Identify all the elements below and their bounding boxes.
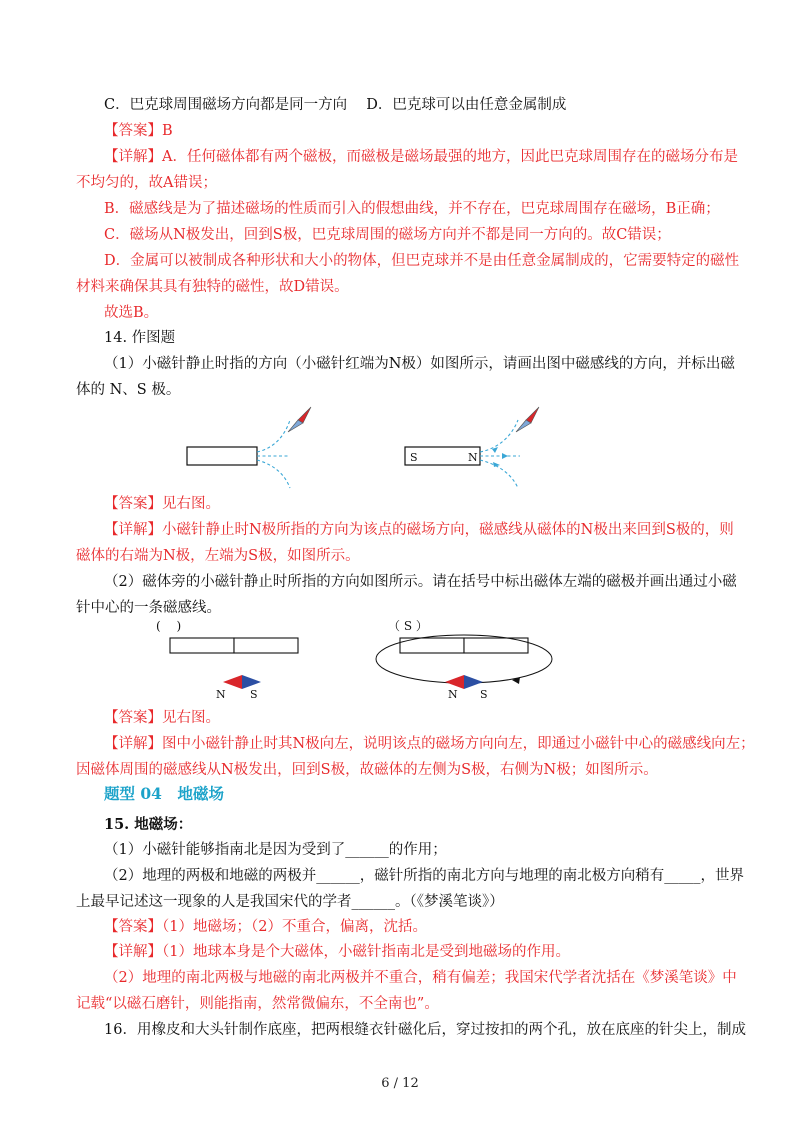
q13-options-cd: C．巴克球周围磁场方向都是同一方向 D．巴克球可以由任意金属制成	[104, 97, 567, 113]
q13-detail-a2: 不均匀的，故A错误；	[76, 175, 217, 191]
page-number: 6 / 12	[381, 1076, 419, 1091]
detail-label: 【详解】	[104, 522, 162, 538]
compass-needle-2	[516, 407, 539, 432]
q16-line1: 16．用橡皮和大头针制作底座，把两根缝衣针磁化后，穿过按扣的两个孔，放在底座的针尖上，制成	[104, 1022, 746, 1038]
detail-label: 【详解】	[104, 736, 162, 752]
magnet-n-label: N	[468, 451, 478, 464]
q13-detail-d2: 材料来确保其具有独特的磁性，故D错误。	[76, 279, 349, 295]
q14-detail2-line2: 因磁体周围的磁感线从N极发出，回到S极，故磁体的左侧为S极，右侧为N极；如图所示。	[76, 762, 658, 778]
figure-1-magnets	[150, 400, 570, 495]
q13-detail-b: B．磁感线是为了描述磁场的性质而引入的假想曲线，并不存在，巴克球周围存在磁场，B正确；	[104, 201, 720, 217]
detail-text: （1）地球本身是个大磁体，小磁针指南北是受到地磁场的作用。	[162, 944, 570, 960]
q15-detail-line1	[104, 942, 570, 962]
q14-title: 14. 作图题	[104, 330, 176, 346]
q14-detail1-line2: 磁体的右端为N极，左端为S极，如图所示。	[76, 548, 360, 564]
q14-p2-line1: （2）磁体旁的小磁针静止时所指的方向如图所示。请在括号中标出磁体左端的磁极并画出通过小磁	[104, 574, 737, 590]
q13-detail-d1: D．金属可以被制成各种形状和大小的物体，但巴克球并不是由任意金属制成的，它需要特定的磁性	[104, 253, 740, 269]
left-needle-s: S	[250, 688, 258, 701]
q15-detail-line3: 记载“以磁石磨针，则能指南，然常微偏东，不全南也”。	[76, 996, 439, 1012]
q14-p1-line2: 体的 N、S 极。	[76, 382, 181, 398]
right-needle-n: N	[448, 688, 458, 701]
detail-text: 图中小磁针静止时其N极向左，说明该点的磁场方向向左，即通过小磁针中心的磁感线向左；	[162, 736, 755, 752]
q15-p2-line1: （2）地理的两极和地磁的两极并______，磁针所指的南北方向与地理的南北极方向稍有_____，世界	[104, 868, 744, 884]
detail-text: 小磁针静止时N极所指的方向为该点的磁场方向，磁感线从磁体的N极出来回到S极的，则	[162, 522, 734, 538]
q13-answer: 【答案】B	[104, 123, 173, 139]
q14-answer2: 【答案】见右图。	[104, 710, 220, 726]
figure-2-magnets	[150, 614, 570, 704]
q15-p1: （1）小磁针能够指南北是因为受到了______的作用；	[104, 842, 447, 858]
q15-answer: 【答案】（1）地磁场；（2）不重合，偏离，沈括。	[104, 919, 427, 935]
right-needle-s: S	[480, 688, 488, 701]
q14-p2-line2: 针中心的一条磁感线。	[76, 600, 221, 616]
field-line-top	[257, 420, 290, 452]
arrow-mid	[502, 453, 508, 459]
answer-field-line-bottom	[480, 460, 518, 488]
section-title: 题型 04 地磁场	[104, 784, 224, 803]
left-magnet-right-half	[234, 638, 298, 653]
left-needle	[223, 675, 261, 689]
q13-detail-a1	[104, 147, 738, 167]
left-bar-magnet	[187, 447, 257, 465]
q15-detail-line2: （2）地理的南北两极与地磁的南北两极并不重合，稍有偏差；我国宋代学者沈括在《梦溪笔谈》中	[104, 970, 737, 986]
q14-p1-line1: （1）小磁针静止时指的方向（小磁针红端为N极）如图所示，请画出图中磁感线的方向，并标出磁	[104, 356, 735, 372]
q15-title: 15. 地磁场：	[104, 816, 193, 833]
q14-answer1: 【答案】见右图。	[104, 496, 220, 512]
detail-text: A．任何磁体都有两个磁极，而磁极是磁场最强的地方，因此巴克球周围存在的磁场分布是	[162, 149, 738, 165]
right-bracket: （ S ）	[388, 619, 428, 633]
q14-detail1-line1	[104, 520, 734, 540]
q13-detail-c: C．磁场从N极发出，回到S极，巴克球周围的磁场方向并不都是同一方向的。故C错误；	[104, 227, 671, 243]
left-bracket: ( )	[156, 619, 182, 633]
left-needle-n: N	[216, 688, 226, 701]
detail-label: 【详解】	[104, 944, 162, 960]
q13-choose: 故选B。	[104, 305, 159, 321]
left-magnet-left-half	[170, 638, 234, 653]
q14-detail2-line1	[104, 734, 755, 754]
magnet-s-label: S	[410, 451, 418, 464]
field-line-bottom	[257, 460, 290, 488]
right-needle	[445, 675, 483, 689]
answer-field-line-top	[480, 420, 518, 452]
compass-needle-1	[288, 407, 311, 432]
detail-label: 【详解】	[104, 149, 162, 165]
q15-p2-line2: 上最早记述这一现象的人是我国宋代的学者______。（《梦溪笔谈》）	[76, 894, 504, 910]
